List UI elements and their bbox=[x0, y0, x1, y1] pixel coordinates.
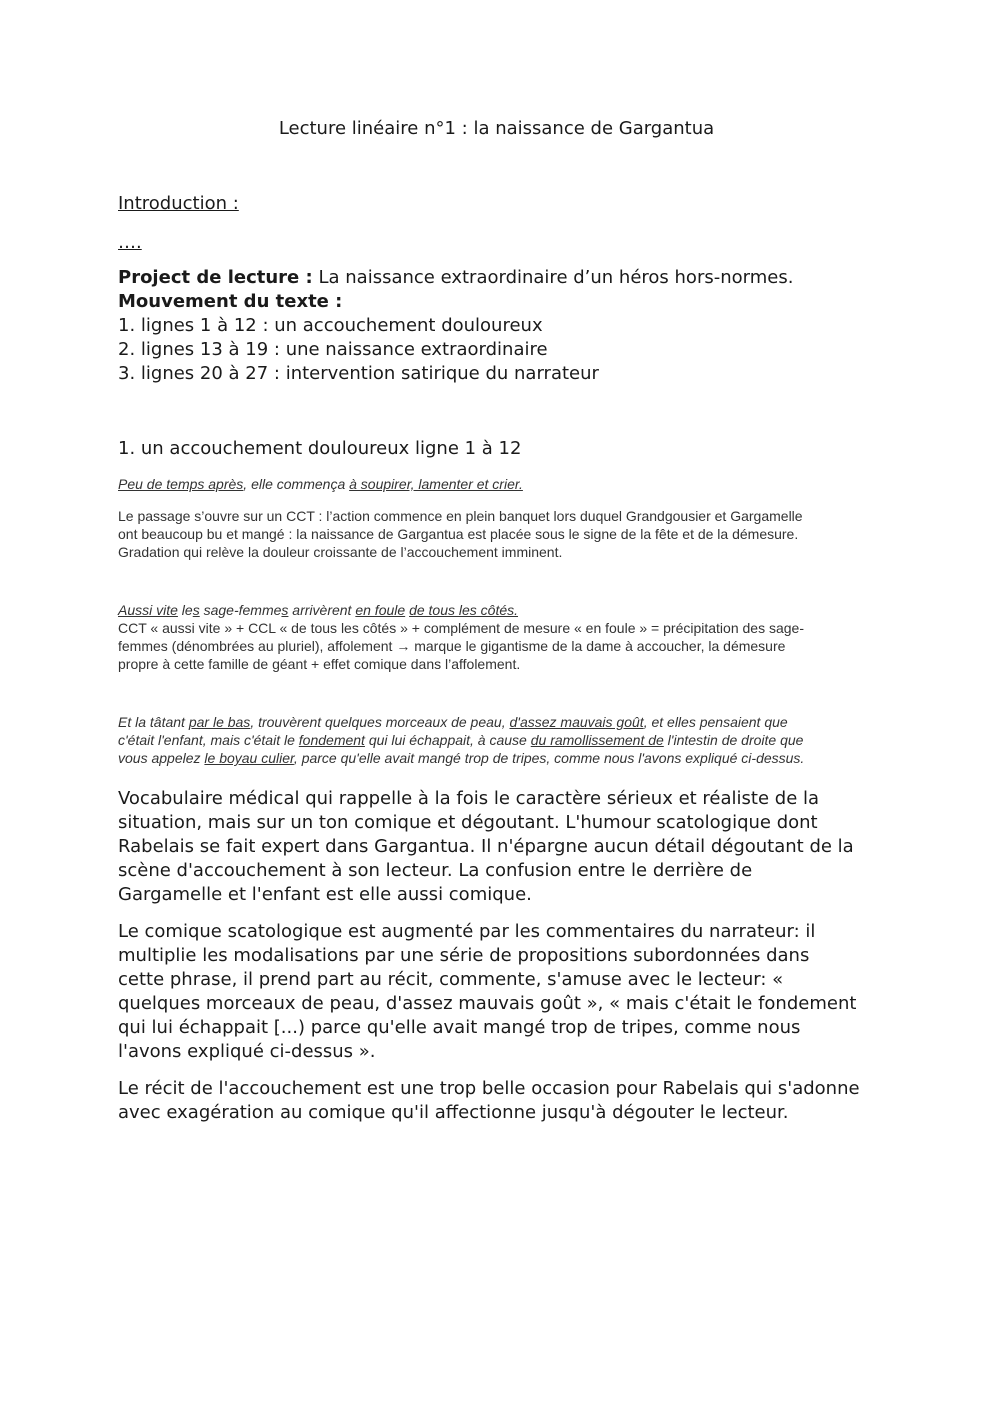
mouvement-item: 2. lignes 13 à 19 : une naissance extraordinaire bbox=[118, 339, 548, 360]
quote-span: , elle commença bbox=[243, 476, 350, 492]
para-1-line: Rabelais se fait expert dans Gargantua. Il n'épargne aucun détail dégoutant de la bbox=[118, 836, 854, 857]
quote-span: par le bas bbox=[188, 714, 251, 730]
quote-span: le bbox=[177, 602, 193, 618]
para-1-line: Vocabulaire médical qui rappelle à la fois le caractère sérieux et réaliste de la bbox=[118, 788, 820, 809]
para-1-line: scène d'accouchement à son lecteur. La confusion entre le derrière de bbox=[118, 860, 753, 881]
quote-1 bbox=[118, 476, 523, 492]
quote-2 bbox=[118, 602, 518, 618]
quote-3-line bbox=[118, 732, 803, 748]
para-2-line: qui lui échappait [...) parce qu'elle avait mangé trop de tripes, comme nous bbox=[118, 1017, 801, 1038]
para-2-line: l'avons expliqué ci-dessus ». bbox=[118, 1041, 376, 1062]
quote-3-line bbox=[118, 750, 804, 766]
para-3-line: avec exagération au comique qu'il affectionne jusqu'à dégouter le lecteur. bbox=[118, 1102, 789, 1123]
intro-heading: Introduction : bbox=[118, 193, 239, 214]
quote-span: qui lui échappait, à cause bbox=[364, 732, 531, 748]
quote-span: s bbox=[192, 602, 200, 618]
analysis-1-line: Le passage s’ouvre sur un CCT : l’action commence en plein banquet lors duquel Grandgousier et Gargamelle bbox=[118, 508, 803, 524]
analysis-1-line: Gradation qui relève la douleur croissante de l’accouchement imminent. bbox=[118, 544, 563, 560]
projet-text: La naissance extraordinaire d’un héros hors-normes. bbox=[318, 267, 794, 288]
analysis-2-line: femmes (dénombrées au pluriel), affolement → marque le gigantisme de la dame à accoucher, la démesure bbox=[118, 638, 786, 654]
quote-span: c'était l'enfant, mais c'était le bbox=[118, 732, 299, 748]
quote-span: de tous les côtés. bbox=[409, 602, 519, 618]
quote-span: fondement bbox=[298, 732, 365, 748]
para-2-line: multiplie les modalisations par une série de propositions subordonnées dans bbox=[118, 945, 810, 966]
quote-span: , parce qu'elle avait mangé trop de tripes, comme nous l'avons expliqué ci-dessus. bbox=[293, 750, 805, 766]
analysis-2-line: propre à cette famille de géant + effet comique dans l’affolement. bbox=[118, 656, 521, 672]
quote-span: d'assez mauvais goût bbox=[509, 714, 644, 730]
quote-span: à soupirer, lamenter et crier. bbox=[349, 476, 523, 492]
mouvement-item: 1. lignes 1 à 12 : un accouchement douloureux bbox=[118, 315, 543, 336]
para-2-line: Le comique scatologique est augmenté par les commentaires du narrateur: il bbox=[118, 921, 816, 942]
mouvement-item: 3. lignes 20 à 27 : intervention satirique du narrateur bbox=[118, 363, 599, 384]
projet-label: Project de lecture : bbox=[118, 267, 313, 288]
quote-span: arrivèrent bbox=[288, 602, 356, 618]
para-2-line: cette phrase, il prend part au récit, commente, s'amuse avec le lecteur: « bbox=[118, 969, 784, 990]
quote-span: s bbox=[281, 602, 289, 618]
section-heading: 1. un accouchement douloureux ligne 1 à 12 bbox=[118, 438, 522, 459]
para-1-line: Gargamelle et l'enfant est elle aussi comique. bbox=[118, 884, 532, 905]
page-title: Lecture linéaire n°1 : la naissance de Gargantua bbox=[278, 118, 715, 139]
quote-span: vous appelez bbox=[118, 750, 205, 766]
quote-span: sage-femme bbox=[199, 602, 282, 618]
analysis-1-line: ont beaucoup bu et mangé : la naissance de Gargantua est placée sous le signe de la fête et de la démesure. bbox=[118, 526, 799, 542]
projet-line bbox=[118, 267, 793, 288]
quote-span: , et elles pensaient que bbox=[643, 714, 788, 730]
quote-span: du ramollissement de bbox=[530, 732, 664, 748]
quote-span: Et la tâtant bbox=[118, 714, 189, 730]
quote-3-line bbox=[118, 714, 788, 730]
para-2-line: quelques morceaux de peau, d'assez mauvais goût », « mais c'était le fondement bbox=[118, 993, 857, 1014]
para-3-line: Le récit de l'accouchement est une trop belle occasion pour Rabelais qui s'adonne bbox=[118, 1078, 860, 1099]
quote-span: l'intestin de droite que bbox=[663, 732, 804, 748]
quote-span: en foule bbox=[355, 602, 406, 618]
para-1-line: situation, mais sur un ton comique et dégoutant. L'humour scatologique dont bbox=[118, 812, 818, 833]
analysis-2-line: CCT « aussi vite » + CCL « de tous les côtés » + complément de mesure « en foule » = précipitation des sage- bbox=[118, 620, 804, 636]
quote-span: le boyau culier bbox=[204, 750, 294, 766]
quote-span: Peu de temps après bbox=[118, 476, 244, 492]
mouvement-label: Mouvement du texte : bbox=[118, 291, 343, 312]
quote-span: , trouvèrent quelques morceaux de peau, bbox=[250, 714, 510, 730]
intro-ellipsis: …. bbox=[118, 232, 142, 253]
quote-span: Aussi vite bbox=[118, 602, 178, 618]
